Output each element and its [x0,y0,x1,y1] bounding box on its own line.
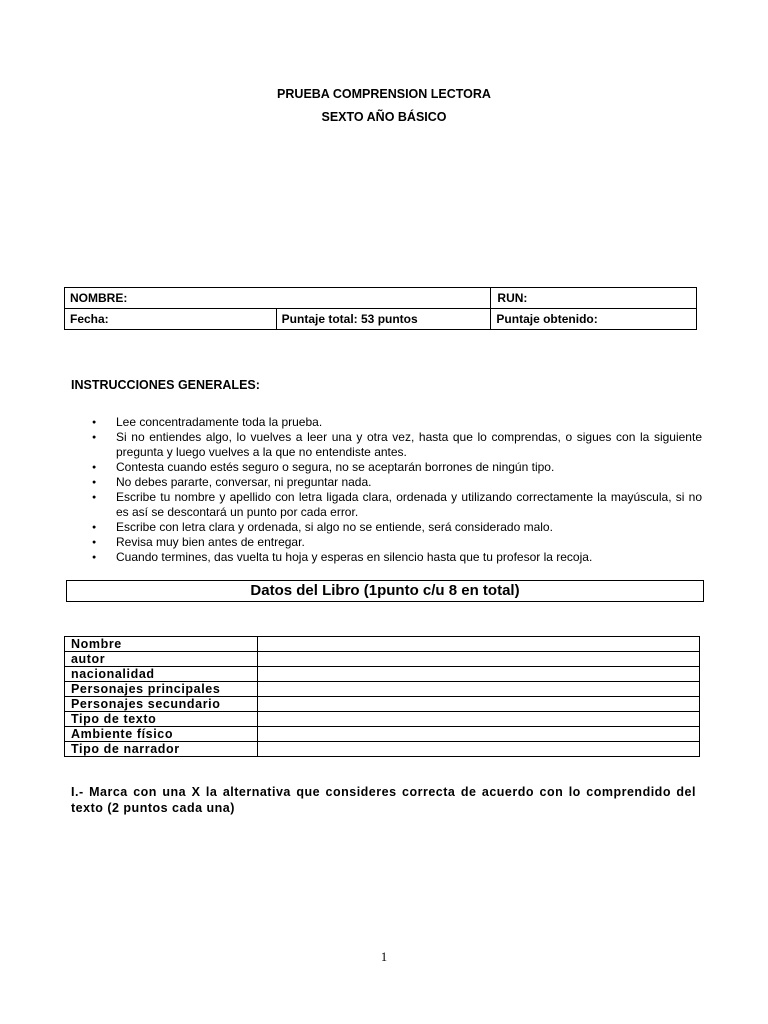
field-label: Nombre [65,637,258,652]
list-item: ● Contesta cuando estés seguro o segura, no se aceptarán borrones de ningún tipo. [90,460,702,475]
table-row [65,652,700,667]
student-info-table [64,287,697,330]
list-item: ● Cuando termines, das vuelta tu hoja y esperas en silencio hasta que tu profesor la recoja. [90,550,702,565]
list-item: ● Si no entiendes algo, lo vuelves a leer una y otra vez, hasta que lo comprendas, o sigues con la siguiente pregunta y luego vuelves a la que no entendiste antes. [90,430,702,460]
table-row [65,712,700,727]
instructions-list [90,415,702,565]
field-answer[interactable] [258,637,700,652]
date-field[interactable] [65,309,277,330]
field-answer[interactable] [258,742,700,757]
date-label: Fecha: [70,312,109,326]
field-label: nacionalidad [65,667,258,682]
total-score-cell [276,309,491,330]
table-row [65,667,700,682]
list-item: ● No debes pararte, conversar, ni preguntar nada. [90,475,702,490]
list-item: ● Escribe tu nombre y apellido con letra ligada clara, ordenada y utilizando correctamente la mayúscula, si no es así se descontará un punto por cada error. [90,490,702,520]
field-answer[interactable] [258,652,700,667]
field-label: Personajes principales [65,682,258,697]
table-row [65,697,700,712]
field-answer[interactable] [258,697,700,712]
name-label: NOMBRE: [70,291,128,305]
list-item: ● Revisa muy bien antes de entregar. [90,535,702,550]
table-row [65,742,700,757]
page-number: 1 [380,950,388,964]
field-label: Tipo de narrador [65,742,258,757]
table-row [65,637,700,652]
run-label: RUN: [497,291,528,305]
obtained-score-field[interactable] [491,309,697,330]
field-answer[interactable] [258,727,700,742]
document-subtitle: SEXTO AÑO BÁSICO [321,110,447,124]
field-answer[interactable] [258,712,700,727]
document-title: PRUEBA COMPRENSION LECTORA [277,87,491,101]
obtained-score-label: Puntaje obtenido: [496,312,598,326]
instructions-heading: INSTRUCCIONES GENERALES: [71,378,260,392]
table-row [65,727,700,742]
book-data-table [64,636,700,757]
field-label: Tipo de texto [65,712,258,727]
list-item: ● Escribe con letra clara y ordenada, si algo no se entiende, será considerado malo. [90,520,702,535]
table-row [65,682,700,697]
name-field[interactable] [65,288,491,309]
field-label: Ambiente físico [65,727,258,742]
field-label: Personajes secundario [65,697,258,712]
run-field[interactable] [491,288,697,309]
field-answer[interactable] [258,682,700,697]
book-data-heading: Datos del Libro (1punto c/u 8 en total) [66,580,704,602]
section-one-instruction: I.- Marca con una X la alternativa que consideres correcta de acuerdo con lo comprendido del texto (2 puntos cada una) [71,785,696,815]
field-answer[interactable] [258,667,700,682]
field-label: autor [65,652,258,667]
list-item: ● Lee concentradamente toda la prueba. [90,415,702,430]
total-score-label: Puntaje total: 53 puntos [281,312,418,326]
